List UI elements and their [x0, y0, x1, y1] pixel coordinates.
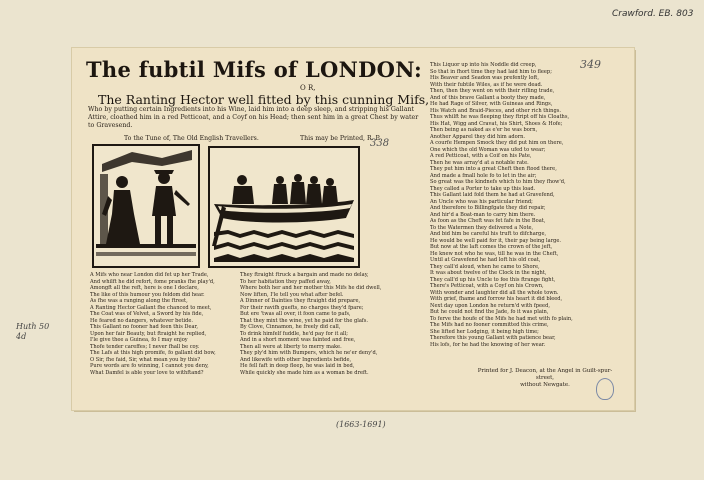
verse-line: He feared no dangers, whatever betide. — [90, 317, 193, 324]
verse-line: And hir'd a Boat-man to carry him there. — [430, 211, 536, 218]
woodcut-boat — [208, 146, 360, 268]
verse-line: He knew not who he was, till he was in the Cheft, — [430, 250, 559, 257]
verse-line: And therefore to Billingfgate they did repair, — [430, 205, 546, 211]
verse-line: O Sir, fhe faid, Sir, what mean you by this? — [90, 356, 201, 363]
verse-line: Upon her fair Beauty, but ftraight he replied, — [90, 330, 207, 337]
verse-line: Pure words are fo winning, I cannot you deny, — [90, 363, 209, 369]
verse-line: Until at Gravefend he had loft his old coat, — [430, 257, 541, 263]
verse-line: But ere 'twas all over, it foon came to pafs, — [240, 311, 351, 317]
verse-line: To her habitation they paffed away, — [240, 278, 331, 285]
verse-line: Then being as naked as e'er he was born, — [430, 127, 538, 133]
verse-line: And whilft he did refort, fome pranks fhe play'd, — [90, 278, 215, 285]
verse-line: That they mixt the wine, yet he paid for the glafs. — [240, 317, 368, 324]
verse-line: The Lafs at this high promife, fo gallant did bow, — [90, 350, 216, 356]
ballad-title: The fubtil Mifs of LONDON: — [86, 57, 423, 82]
verse-line: A Mifs who near London did fet up her Trade, — [90, 272, 209, 278]
verse-line: He had Rage of Silver, with Guineas and Rings, — [430, 101, 553, 107]
verse-line: And in a short moment was fainted and free, — [240, 337, 356, 343]
verse-line: A Ranting Hector Gallant fhe chanced to meet, — [90, 304, 212, 311]
manuscript-number-2: 349 — [580, 58, 601, 71]
pencil-note: Huth 50 4d — [16, 322, 50, 341]
verse-line: Where both her and her mother this Mifs he did dwell, — [240, 285, 382, 291]
verse-line: His Watch and Braid-Pieces, and other rich things. — [430, 107, 561, 114]
date-note: (1663-1691) — [336, 420, 386, 429]
verse-line: Now liften, I'le tell you what after befel. — [240, 291, 344, 298]
verse-line: As foon as the Cheft was fet fafe in the Boat, — [430, 218, 546, 224]
catalogue-note: Crawford. EB. 803 — [612, 9, 694, 19]
verse-line: The Coat was of Velvet, a Sword by his fide, — [90, 311, 204, 317]
verse-line: And made a fmall hole fo to let in the air; — [430, 172, 537, 179]
verse-line: With grief, fhame and forrow his heart it did bleed, — [430, 296, 563, 302]
verse-line: They call'd aloud, when he came to Shore, — [430, 263, 540, 270]
woodcut-couple — [92, 144, 200, 268]
verse-line: With their fubtile Wiles, as if he were dead. — [430, 81, 543, 88]
verse-line: So great was the kindnefs which to him they fhow'd, — [430, 179, 566, 185]
verse-line: They ftraight ftruck a bargain and made no delay, — [240, 272, 369, 278]
verse-line: To drink himfelf fuddle, he'd pay for it all; — [240, 330, 349, 337]
verse-line: His Beaver and Seadon was prefently loft, — [430, 75, 539, 81]
verse-line: He would be well paid for it, their pay being large. — [430, 237, 562, 244]
verse-line: While quickly she made him as a woman be dreft. — [240, 369, 369, 376]
licence-line: This may be Printed, R. P. — [300, 135, 381, 142]
verse-line: One which the old Woman was ufed to wear; — [430, 146, 546, 153]
title-or: O R, — [300, 84, 316, 92]
library-stamp-icon — [596, 378, 614, 400]
verse-line: As fhe was a ranging along the ftreet, — [90, 298, 188, 304]
ballad-description: Who by putting certain Ingredients into his Wine, laid him into a deep sleep, and stripping his Gallant Attire, cloathed him in a red Petticoat, and a Coyf on his Head; then sent him in a great Chest by water to Gravesend. — [88, 106, 419, 129]
verse-line: Then, then they went on with their rifling trade, — [430, 88, 555, 94]
ballad-column-2 — [240, 272, 382, 376]
verse-line: What Damfel is able your love to withftand? — [90, 369, 204, 376]
verse-line: Next day upon London he return'd with fpeed, — [430, 302, 550, 309]
verse-line: This Gallant laid fold them he had at Gravefend, — [430, 192, 555, 198]
verse-line: With wonder and laughter did all the whole town. — [430, 289, 559, 296]
verse-line: I'le give thee a Guinea, fo I may enjoy — [90, 337, 188, 343]
verse-line: To ferve the houfe of the Mifs he had met with fo plain, — [430, 315, 573, 322]
verse-line: A red Petticoat, with a Coif on his Pate, — [430, 153, 532, 159]
verse-line: To the Watermen they delivered a Note, — [430, 224, 534, 231]
verse-line: They ply'd him with Bumpers, which he ne'er deny'd, — [240, 350, 378, 356]
verse-line: Then all were at liberty to merry make. — [240, 343, 342, 350]
verse-line: There's Petticoat, with a Coyf on his Crown, — [430, 283, 544, 289]
ballad-column-3 — [430, 62, 620, 348]
verse-line: They put him into a great Cheft then ftood there, — [430, 166, 557, 172]
ballad-subtitle: The Ranting Hector well fitted by this cunning Mifs, — [98, 92, 430, 107]
verse-line: Another Apparel they did him adorn. — [430, 133, 526, 140]
tune-line: To the Tune of, The Old English Travellers. — [124, 135, 259, 142]
verse-line: Thofe tender careffes; I never fhall be coy. — [90, 343, 200, 350]
verse-line: And likewife with other Ingredients befide, — [240, 356, 352, 363]
verse-line: Thus whilft he was fleeping they ftript off his Cloaths, — [430, 114, 570, 120]
verse-line: But he could not find the Jade, fo it was plain, — [430, 309, 549, 315]
verse-line: They call'd up his Uncle to fee this ftrange fight, — [430, 276, 556, 283]
verse-line: Therefore this young Gallant with patience bear, — [430, 335, 556, 341]
verse-line: But now at the laft comes the crown of the jeft, — [430, 244, 553, 250]
verse-line: His Hat, Wigg and Cravat, his Shirt, Shoes & Hofe; — [430, 120, 563, 127]
verse-line: The Mifs had no fooner committed this crime, — [430, 322, 549, 328]
verse-line: He fell faft in deep fleep, he was laid in bed, — [240, 363, 355, 369]
imprint-line: without Newgate. — [520, 382, 570, 388]
verse-line: And of this brave Gallant a booty they made, — [430, 94, 546, 101]
verse-line: And bid him be careful his truft to difcharge, — [430, 231, 547, 237]
verse-line: For their ravifh guefts, no charges they'd fpare; — [240, 304, 364, 311]
verse-line: It was about twelve of the Clock in the night, — [430, 270, 547, 276]
verse-line: They called a Porter to take up this load. — [430, 185, 536, 192]
verse-line: She lifted her Lodging, it being high time; — [430, 328, 539, 335]
verse-line: Then he was array'd at a notable rate. — [430, 159, 529, 166]
manuscript-number: 338 — [370, 138, 390, 149]
verse-line: The like of this humour you feldom did hear. — [90, 291, 205, 298]
verse-line: This Gallant no fooner had feen this Dear, — [90, 324, 199, 330]
verse-line: So that in fhort time they had laid him to fleep; — [430, 68, 552, 75]
verse-line: By Clove, Cinnamon, he freely did call, — [240, 324, 341, 330]
verse-line: A Dinner of Dainties they ftraight did prepare, — [240, 298, 361, 304]
verse-line: A courfe Hempen Smock they did put him on there, — [430, 140, 564, 146]
verse-line: This Liquor up into his Noddle did creep, — [430, 62, 537, 68]
ballad-column-1 — [90, 272, 236, 376]
verse-line: An Uncle who was his particular friend; — [430, 198, 533, 205]
verse-line: Amongft all the reft, here is one I declare, — [90, 285, 199, 291]
verse-line: His lofs, for he had the knowing of her wear. — [430, 341, 546, 348]
imprint-line: Printed for J. Deacon, at the Angel in Guilt-spur-street, — [477, 368, 613, 381]
